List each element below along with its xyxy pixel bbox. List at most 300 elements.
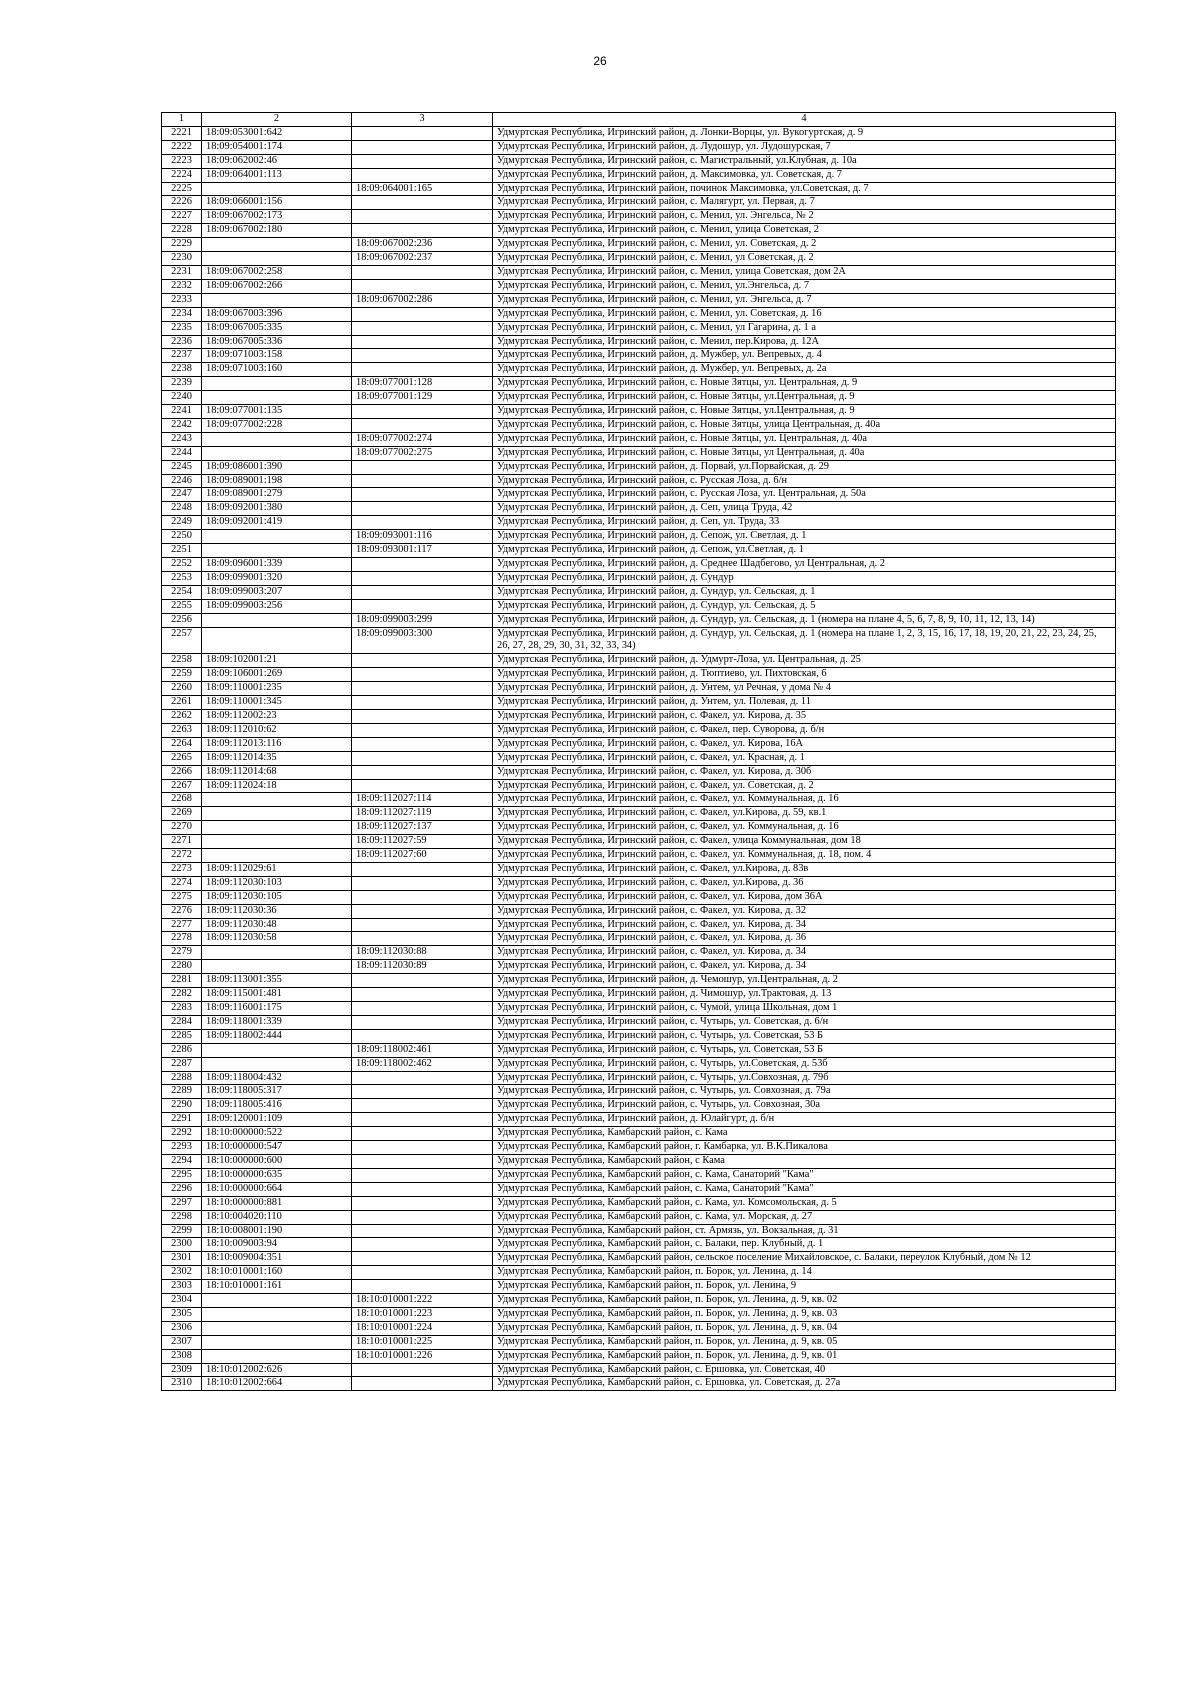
cadastral-number-col2: 18:09:116001:175 (202, 1002, 352, 1016)
cadastral-number-col2 (202, 1294, 352, 1308)
cadastral-number-col2: 18:09:067002:266 (202, 279, 352, 293)
table-row (162, 1196, 1116, 1210)
cadastral-number-col2: 18:10:000000:522 (202, 1127, 352, 1141)
cadastral-number-col2: 18:09:067005:335 (202, 321, 352, 335)
cadastral-number-col3 (352, 723, 493, 737)
table-row (162, 946, 1116, 960)
cadastral-number-col2: 18:09:062002:46 (202, 154, 352, 168)
row-number: 2242 (162, 418, 202, 432)
table-row (162, 1224, 1116, 1238)
address-cell: Удмуртская Республика, Игринский район, с. Факел, ул. Коммунальная, д. 16 (493, 793, 1116, 807)
cadastral-number-col2 (202, 793, 352, 807)
address-cell: Удмуртская Республика, Игринский район, с. Чумой, улица Школьная, дом 1 (493, 1002, 1116, 1016)
cadastral-number-col2: 18:09:118002:444 (202, 1029, 352, 1043)
row-number: 2275 (162, 890, 202, 904)
address-cell: Удмуртская Республика, Игринский район, с. Факел, ул. Кирова, д. 36 (493, 932, 1116, 946)
cadastral-number-col2: 18:10:000000:664 (202, 1182, 352, 1196)
cadastral-number-col3 (352, 751, 493, 765)
row-number: 2268 (162, 793, 202, 807)
cadastral-number-col3 (352, 1363, 493, 1377)
address-cell: Удмуртская Республика, Игринский район, починок Максимовка, ул.Советская, д. 7 (493, 182, 1116, 196)
address-cell: Удмуртская Республика, Камбарский район, с. Ершовка, ул. Советская, д. 27а (493, 1377, 1116, 1391)
cadastral-number-col2: 18:09:102001:21 (202, 654, 352, 668)
table-row (162, 779, 1116, 793)
cadastral-number-col2: 18:09:112030:48 (202, 918, 352, 932)
row-number: 2236 (162, 335, 202, 349)
cadastral-number-col3 (352, 126, 493, 140)
row-number: 2239 (162, 377, 202, 391)
row-number: 2238 (162, 363, 202, 377)
cadastral-number-col3 (352, 696, 493, 710)
cadastral-number-col3 (352, 779, 493, 793)
cadastral-number-col3 (352, 571, 493, 585)
table-row (162, 516, 1116, 530)
table-row (162, 488, 1116, 502)
address-cell: Удмуртская Республика, Камбарский район, с. Кама (493, 1127, 1116, 1141)
address-cell: Удмуртская Республика, Камбарский район, ст. Армязь, ул. Вокзальная, д. 31 (493, 1224, 1116, 1238)
table-row (162, 210, 1116, 224)
table-row (162, 974, 1116, 988)
address-cell: Удмуртская Республика, Игринский район, с. Факел, ул. Кирова, д. 30б (493, 765, 1116, 779)
cadastral-number-col3 (352, 516, 493, 530)
cadastral-number-col3: 18:09:093001:116 (352, 530, 493, 544)
address-cell: Удмуртская Республика, Игринский район, с. Факел, ул. Кирова, д. 32 (493, 904, 1116, 918)
row-number: 2224 (162, 168, 202, 182)
cadastral-number-col2: 18:09:110001:235 (202, 682, 352, 696)
row-number: 2262 (162, 709, 202, 723)
cadastral-number-col3 (352, 265, 493, 279)
cadastral-number-col3: 18:10:010001:222 (352, 1294, 493, 1308)
cadastral-number-col3: 18:09:077001:128 (352, 377, 493, 391)
cadastral-number-col3: 18:09:093001:117 (352, 544, 493, 558)
address-cell: Удмуртская Республика, Игринский район, с. Чутырь, ул.Совхозная, д. 79б (493, 1071, 1116, 1085)
cadastral-number-col3 (352, 168, 493, 182)
row-number: 2246 (162, 474, 202, 488)
table-row (162, 765, 1116, 779)
cadastral-number-col2: 18:09:110001:345 (202, 696, 352, 710)
address-cell: Удмуртская Республика, Игринский район, с. Менил, пер.Кирова, д. 12А (493, 335, 1116, 349)
address-cell: Удмуртская Республика, Игринский район, с. Магистральный, ул.Клубная, д. 10а (493, 154, 1116, 168)
cadastral-number-col2: 18:09:066001:156 (202, 196, 352, 210)
table-row (162, 363, 1116, 377)
cadastral-number-col2: 18:09:112030:103 (202, 876, 352, 890)
address-cell: Удмуртская Республика, Камбарский район, с. Ершовка, ул. Советская, 40 (493, 1363, 1116, 1377)
address-cell: Удмуртская Республика, Игринский район, д. Сундур (493, 571, 1116, 585)
row-number: 2289 (162, 1085, 202, 1099)
table-row (162, 571, 1116, 585)
cadastral-number-col3: 18:09:099003:300 (352, 627, 493, 654)
cadastral-number-col3 (352, 405, 493, 419)
row-number: 2290 (162, 1099, 202, 1113)
row-number: 2255 (162, 599, 202, 613)
cadastral-number-col2: 18:09:115001:481 (202, 988, 352, 1002)
address-cell: Удмуртская Республика, Игринский район, с. Факел, ул. Кирова, д. 34 (493, 946, 1116, 960)
cadastral-number-col3: 18:09:112027:59 (352, 835, 493, 849)
row-number: 2299 (162, 1224, 202, 1238)
cadastral-number-col2 (202, 627, 352, 654)
cadastral-number-col2: 18:09:118001:339 (202, 1015, 352, 1029)
table-row (162, 1071, 1116, 1085)
table-row (162, 1099, 1116, 1113)
cadastral-number-col3 (352, 599, 493, 613)
cadastral-number-col2: 18:10:004020:110 (202, 1210, 352, 1224)
row-number: 2280 (162, 960, 202, 974)
table-row (162, 1057, 1116, 1071)
table-row (162, 1377, 1116, 1391)
cadastral-number-col3 (352, 1099, 493, 1113)
row-number: 2298 (162, 1210, 202, 1224)
cadastral-number-col3 (352, 140, 493, 154)
row-number: 2266 (162, 765, 202, 779)
cadastral-number-col3 (352, 363, 493, 377)
row-number: 2302 (162, 1266, 202, 1280)
cadastral-number-col2: 18:10:000000:600 (202, 1154, 352, 1168)
table-row (162, 1168, 1116, 1182)
cadastral-number-col3: 18:09:077002:274 (352, 432, 493, 446)
address-cell: Удмуртская Республика, Игринский район, д. Сепож, ул.Светлая, д. 1 (493, 544, 1116, 558)
cadastral-number-col3: 18:09:067002:236 (352, 238, 493, 252)
row-number: 2286 (162, 1043, 202, 1057)
table-row (162, 140, 1116, 154)
table-row (162, 1141, 1116, 1155)
column-header-4: 4 (493, 113, 1116, 127)
address-cell: Удмуртская Республика, Игринский район, с. Факел, ул.Кирова, д. 36 (493, 876, 1116, 890)
address-cell: Удмуртская Республика, Игринский район, с. Менил, ул. Энгельса, д. 7 (493, 293, 1116, 307)
cadastral-number-col3 (352, 1196, 493, 1210)
cadastral-number-col2: 18:09:118005:317 (202, 1085, 352, 1099)
table-row (162, 1154, 1116, 1168)
address-cell: Удмуртская Республика, Игринский район, с. Русская Лоза, ул. Центральная, д. 50а (493, 488, 1116, 502)
cadastral-number-col2: 18:09:071003:160 (202, 363, 352, 377)
address-cell: Удмуртская Республика, Игринский район, с. Новые Зятцы, ул.Центральная, д. 9 (493, 405, 1116, 419)
cadastral-number-col2: 18:09:112030:105 (202, 890, 352, 904)
cadastral-number-col3 (352, 418, 493, 432)
cadastral-number-col3 (352, 196, 493, 210)
row-number: 2230 (162, 252, 202, 266)
cadastral-number-col2 (202, 835, 352, 849)
address-cell: Удмуртская Республика, Игринский район, д. Юлайгурт, д. б/н (493, 1113, 1116, 1127)
cadastral-number-col2 (202, 1321, 352, 1335)
cadastral-number-col2 (202, 530, 352, 544)
cadastral-number-col3 (352, 1029, 493, 1043)
table-row (162, 460, 1116, 474)
table-row (162, 1294, 1116, 1308)
table-row (162, 391, 1116, 405)
row-number: 2237 (162, 349, 202, 363)
cadastral-number-col3 (352, 904, 493, 918)
table-row (162, 432, 1116, 446)
row-number: 2310 (162, 1377, 202, 1391)
table-row (162, 1349, 1116, 1363)
address-cell: Удмуртская Республика, Игринский район, с. Менил, улица Советская, 2 (493, 224, 1116, 238)
row-number: 2247 (162, 488, 202, 502)
cadastral-number-col2: 18:09:099003:256 (202, 599, 352, 613)
table-row (162, 709, 1116, 723)
cadastral-number-col3 (352, 1168, 493, 1182)
cadastral-number-col2 (202, 446, 352, 460)
row-number: 2241 (162, 405, 202, 419)
table-row (162, 446, 1116, 460)
address-cell: Удмуртская Республика, Игринский район, с. Новые Зятцы, ул Центральная, д. 40а (493, 446, 1116, 460)
address-cell: Удмуртская Республика, Игринский район, д. Удмурт-Лоза, ул. Центральная, д. 25 (493, 654, 1116, 668)
row-number: 2250 (162, 530, 202, 544)
address-cell: Удмуртская Республика, Камбарский район, п. Борок, ул. Ленина, д. 9, кв. 05 (493, 1335, 1116, 1349)
column-header-2: 2 (202, 113, 352, 127)
cadastral-number-col3 (352, 1127, 493, 1141)
row-number: 2257 (162, 627, 202, 654)
cadastral-number-col2 (202, 432, 352, 446)
row-number: 2278 (162, 932, 202, 946)
address-cell: Удмуртская Республика, Игринский район, с. Факел, ул.Кирова, д. 83в (493, 862, 1116, 876)
address-cell: Удмуртская Республика, Игринский район, д. Максимовка, ул. Советская, д. 7 (493, 168, 1116, 182)
address-cell: Удмуртская Республика, Игринский район, с. Чутырь, ул. Совхозная, 30а (493, 1099, 1116, 1113)
cadastral-number-col3: 18:09:077001:129 (352, 391, 493, 405)
table-row (162, 1085, 1116, 1099)
cadastral-number-col2 (202, 960, 352, 974)
row-number: 2285 (162, 1029, 202, 1043)
row-number: 2274 (162, 876, 202, 890)
table-row (162, 1015, 1116, 1029)
row-number: 2296 (162, 1182, 202, 1196)
address-cell: Удмуртская Республика, Игринский район, с. Новые Зятцы, улица Центральная, д. 40а (493, 418, 1116, 432)
cadastral-number-col2: 18:09:118005:416 (202, 1099, 352, 1113)
table-row (162, 1266, 1116, 1280)
address-cell: Удмуртская Республика, Игринский район, д. Сундур, ул. Сельская, д. 1 (номера на плане 4, 5, 6, 7, 8, 9, 10, 11, 12, 13, 14) (493, 613, 1116, 627)
cadastral-number-col2: 18:09:112002:23 (202, 709, 352, 723)
address-cell: Удмуртская Республика, Камбарский район, п. Борок, ул. Ленина, 9 (493, 1280, 1116, 1294)
row-number: 2303 (162, 1280, 202, 1294)
table-row (162, 544, 1116, 558)
cadastral-number-col3 (352, 321, 493, 335)
address-cell: Удмуртская Республика, Игринский район, д. Сундур, ул. Сельская, д. 1 (номера на плане 1, 2, 3, 15, 16, 17, 18, 19, 20, 21, 22, 23, 24, 25, 26, 27, 28, 29, 30, 31, 32, 33, 34) (493, 627, 1116, 654)
row-number: 2253 (162, 571, 202, 585)
table-row (162, 182, 1116, 196)
cadastral-number-col2 (202, 946, 352, 960)
address-cell: Удмуртская Республика, Игринский район, с. Малягурт, ул. Первая, д. 7 (493, 196, 1116, 210)
cadastral-number-col2 (202, 821, 352, 835)
cadastral-number-col2 (202, 1057, 352, 1071)
address-cell: Удмуртская Республика, Игринский район, д. Сундур, ул. Сельская, д. 1 (493, 585, 1116, 599)
row-number: 2273 (162, 862, 202, 876)
address-cell: Удмуртская Республика, Игринский район, д. Унтем, ул. Полевая, д. 11 (493, 696, 1116, 710)
address-cell: Удмуртская Республика, Игринский район, с. Факел, ул. Советская, д. 2 (493, 779, 1116, 793)
cadastral-number-col3 (352, 349, 493, 363)
row-number: 2228 (162, 224, 202, 238)
row-number: 2295 (162, 1168, 202, 1182)
table-row (162, 668, 1116, 682)
cadastral-number-col2: 18:10:009003:94 (202, 1238, 352, 1252)
row-number: 2258 (162, 654, 202, 668)
address-cell: Удмуртская Республика, Игринский район, д. Лудошур, ул. Лудошурская, 7 (493, 140, 1116, 154)
table-row (162, 723, 1116, 737)
cadastral-number-col3 (352, 1238, 493, 1252)
address-cell: Удмуртская Республика, Игринский район, с. Новые Зятцы, ул.Центральная, д. 9 (493, 391, 1116, 405)
row-number: 2284 (162, 1015, 202, 1029)
row-number: 2243 (162, 432, 202, 446)
cadastral-number-col3: 18:09:067002:237 (352, 252, 493, 266)
cadastral-number-col2: 18:09:071003:158 (202, 349, 352, 363)
address-cell: Удмуртская Республика, Камбарский район, п. Борок, ул. Ленина, д. 9, кв. 03 (493, 1307, 1116, 1321)
address-cell: Удмуртская Республика, Игринский район, с. Факел, ул. Коммунальная, д. 16 (493, 821, 1116, 835)
row-number: 2226 (162, 196, 202, 210)
cadastral-number-col3: 18:09:112027:60 (352, 849, 493, 863)
cadastral-number-col3: 18:10:010001:224 (352, 1321, 493, 1335)
cadastral-number-col3 (352, 918, 493, 932)
row-number: 2291 (162, 1113, 202, 1127)
row-number: 2283 (162, 1002, 202, 1016)
table-row (162, 807, 1116, 821)
row-number: 2301 (162, 1252, 202, 1266)
cadastral-number-col2: 18:10:000000:635 (202, 1168, 352, 1182)
table-row (162, 1252, 1116, 1266)
address-cell: Удмуртская Республика, Игринский район, с. Факел, ул. Коммунальная, д. 18, пом. 4 (493, 849, 1116, 863)
address-cell: Удмуртская Республика, Игринский район, д. Лонки-Ворцы, ул. Вукогуртская, д. 9 (493, 126, 1116, 140)
row-number: 2240 (162, 391, 202, 405)
cadastral-number-col2 (202, 1335, 352, 1349)
cadastral-number-col3 (352, 1266, 493, 1280)
table-row (162, 1363, 1116, 1377)
table-row (162, 335, 1116, 349)
cadastral-number-col2: 18:09:077001:135 (202, 405, 352, 419)
row-number: 2223 (162, 154, 202, 168)
table-row (162, 405, 1116, 419)
cadastral-number-col2: 18:09:086001:390 (202, 460, 352, 474)
cadastral-number-col2: 18:09:118004:432 (202, 1071, 352, 1085)
row-number: 2231 (162, 265, 202, 279)
cadastral-number-col2: 18:10:012002:626 (202, 1363, 352, 1377)
table-row (162, 126, 1116, 140)
table-row (162, 349, 1116, 363)
cadastral-number-col2: 18:10:010001:160 (202, 1266, 352, 1280)
column-header-3: 3 (352, 113, 493, 127)
cadastral-number-col2 (202, 1043, 352, 1057)
row-number: 2267 (162, 779, 202, 793)
cadastral-number-col3 (352, 1071, 493, 1085)
row-number: 2225 (162, 182, 202, 196)
cadastral-number-col3 (352, 1113, 493, 1127)
row-number: 2307 (162, 1335, 202, 1349)
cadastral-number-col2: 18:10:008001:190 (202, 1224, 352, 1238)
address-cell: Удмуртская Республика, Игринский район, с. Факел, ул. Кирова, дом 36А (493, 890, 1116, 904)
cadastral-number-col2: 18:10:009004:351 (202, 1252, 352, 1266)
cadastral-number-col3: 18:09:064001:165 (352, 182, 493, 196)
cadastral-number-col2: 18:10:010001:161 (202, 1280, 352, 1294)
address-cell: Удмуртская Республика, Игринский район, с. Факел, пер. Суворова, д. б/н (493, 723, 1116, 737)
table-row (162, 849, 1116, 863)
cadastral-number-col2: 18:09:067002:258 (202, 265, 352, 279)
cadastral-number-col2: 18:09:067002:173 (202, 210, 352, 224)
cadastral-number-col3 (352, 1015, 493, 1029)
cadastral-number-col2: 18:09:054001:174 (202, 140, 352, 154)
address-cell: Удмуртская Республика, Камбарский район, п. Борок, ул. Ленина, д. 9, кв. 02 (493, 1294, 1116, 1308)
table-row (162, 1307, 1116, 1321)
address-cell: Удмуртская Республика, Игринский район, с. Факел, улица Коммунальная, дом 18 (493, 835, 1116, 849)
table-row (162, 876, 1116, 890)
table-row (162, 904, 1116, 918)
cadastral-number-col3 (352, 558, 493, 572)
address-cell: Удмуртская Республика, Игринский район, д. Порвай, ул.Порвайская, д. 29 (493, 460, 1116, 474)
cadastral-number-col3: 18:09:112027:137 (352, 821, 493, 835)
table-row (162, 918, 1116, 932)
address-cell: Удмуртская Республика, Игринский район, с. Чутырь, ул. Совхозная, д. 79а (493, 1085, 1116, 1099)
table-row (162, 1335, 1116, 1349)
cadastral-number-col2 (202, 293, 352, 307)
row-number: 2270 (162, 821, 202, 835)
cadastral-number-col3: 18:09:118002:462 (352, 1057, 493, 1071)
cadastral-number-col2 (202, 1349, 352, 1363)
cadastral-number-col3 (352, 488, 493, 502)
table-row (162, 627, 1116, 654)
cadastral-number-col3 (352, 474, 493, 488)
table-row (162, 862, 1116, 876)
address-cell: Удмуртская Республика, Игринский район, д. Сепож, ул. Светлая, д. 1 (493, 530, 1116, 544)
cadastral-number-col3 (352, 876, 493, 890)
table-row (162, 960, 1116, 974)
cadastral-number-col2: 18:10:000000:881 (202, 1196, 352, 1210)
address-cell: Удмуртская Республика, Игринский район, с. Чутырь, ул.Советская, д. 53б (493, 1057, 1116, 1071)
table-row (162, 1043, 1116, 1057)
cadastral-number-col2: 18:10:000000:547 (202, 1141, 352, 1155)
table-row (162, 1238, 1116, 1252)
table-row (162, 1210, 1116, 1224)
row-number: 2297 (162, 1196, 202, 1210)
address-cell: Удмуртская Республика, Камбарский район, с. Балаки, пер. Клубный, д. 1 (493, 1238, 1116, 1252)
table-row (162, 1127, 1116, 1141)
cadastral-number-col2: 18:09:112014:68 (202, 765, 352, 779)
table-row (162, 530, 1116, 544)
table-row (162, 696, 1116, 710)
address-cell: Удмуртская Республика, Игринский район, с. Менил, ул Советская, д. 2 (493, 252, 1116, 266)
cadastral-number-col3 (352, 932, 493, 946)
cadastral-number-col3: 18:09:118002:461 (352, 1043, 493, 1057)
row-number: 2261 (162, 696, 202, 710)
row-number: 2235 (162, 321, 202, 335)
cadastral-number-col2: 18:09:089001:198 (202, 474, 352, 488)
address-cell: Удмуртская Республика, Игринский район, с. Русская Лоза, д. 6/н (493, 474, 1116, 488)
table-row (162, 751, 1116, 765)
address-cell: Удмуртская Республика, Игринский район, д. Чимошур, ул.Трактовая, д. 13 (493, 988, 1116, 1002)
cadastral-number-col3 (352, 974, 493, 988)
cadastral-number-col3 (352, 654, 493, 668)
table-row (162, 890, 1116, 904)
cadastral-number-col3 (352, 1085, 493, 1099)
row-number: 2254 (162, 585, 202, 599)
row-number: 2272 (162, 849, 202, 863)
row-number: 2233 (162, 293, 202, 307)
table-row (162, 1280, 1116, 1294)
row-number: 2232 (162, 279, 202, 293)
cadastral-number-col3 (352, 668, 493, 682)
cadastral-number-col2 (202, 849, 352, 863)
address-cell: Удмуртская Республика, Игринский район, с. Менил, улица Советская, дом 2А (493, 265, 1116, 279)
address-cell: Удмуртская Республика, Камбарский район, г. Камбарка, ул. В.К.Пикалова (493, 1141, 1116, 1155)
cadastral-number-col3: 18:09:077002:275 (352, 446, 493, 460)
table-row (162, 793, 1116, 807)
cadastral-number-col2: 18:09:067005:336 (202, 335, 352, 349)
table-row (162, 558, 1116, 572)
address-cell: Удмуртская Республика, Игринский район, с. Факел, ул. Кирова, д. 35 (493, 709, 1116, 723)
table-row (162, 737, 1116, 751)
address-cell: Удмуртская Республика, Игринский район, с. Менил, ул. Советская, д. 2 (493, 238, 1116, 252)
row-number: 2221 (162, 126, 202, 140)
row-number: 2229 (162, 238, 202, 252)
cadastral-number-col3 (352, 1224, 493, 1238)
table-row (162, 1113, 1116, 1127)
cadastral-number-col3: 18:09:099003:299 (352, 613, 493, 627)
address-cell: Удмуртская Республика, Игринский район, с. Чутырь, ул. Советская, д. 6/н (493, 1015, 1116, 1029)
row-number: 2260 (162, 682, 202, 696)
cadastral-number-col3 (352, 307, 493, 321)
